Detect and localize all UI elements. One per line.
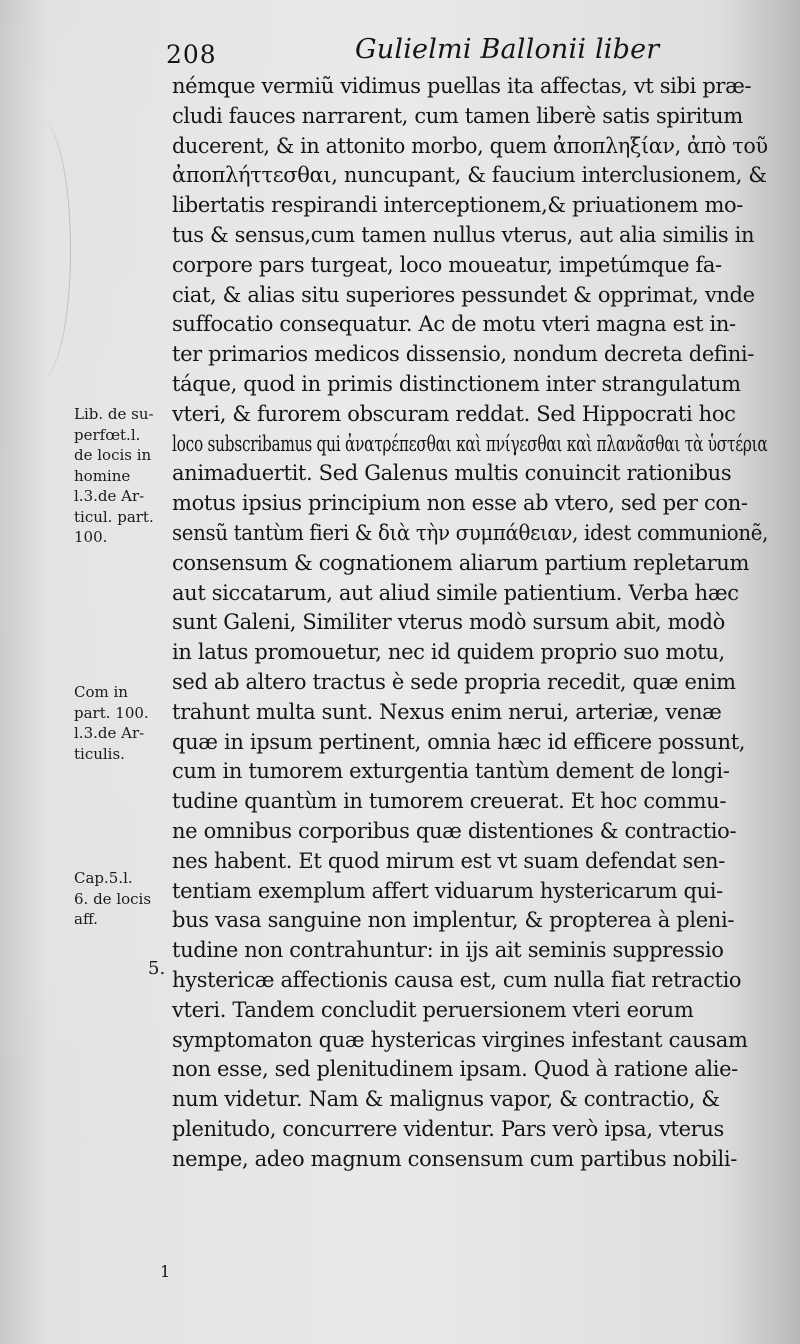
text-line: motus ipsius principium non esse ab vtero, sed per con- <box>172 491 748 516</box>
marginal-line: Lib. de su- <box>74 405 154 423</box>
text-line: ἀποπλήττεσθαι, nuncupant, & faucium interclusionem, & <box>172 163 767 188</box>
text-line: sed ab altero tractus è sede propria recedit, quæ enim <box>172 669 736 694</box>
marginal-note-1 <box>74 404 154 548</box>
text-line: vteri, & furorem obscuram reddat. Sed Hippocrati hoc <box>172 401 736 426</box>
marginal-line: ticul. part. <box>74 507 154 526</box>
marginal-line: Com in <box>74 683 128 701</box>
text-line: táque, quod in primis distinctionem inter strangulatum <box>172 371 741 396</box>
text-line: tus & sensus,cum tamen nullus vterus, aut alia similis in <box>172 222 755 247</box>
marginal-line: Cap.5.l. <box>74 869 133 887</box>
marginal-line: aff. <box>74 910 98 928</box>
text-line: suffocatio consequatur. Ac de motu vteri magna est in- <box>172 312 736 337</box>
text-line: consensum & cognationem aliarum partium repletarum <box>172 550 750 575</box>
text-line: loco subscribamus qui ἀνατρέπεσθαι καὶ πνίγεσθαι καὶ πλανᾶσθαι τὰ ὑστέρια <box>172 431 768 456</box>
marginal-line: 100. <box>74 528 108 546</box>
text-line: trahunt multa sunt. Nexus enim nerui, arteriæ, venæ <box>172 699 722 724</box>
text-line: sunt Galeni, Similiter vterus modò sursum abit, modò <box>172 610 725 635</box>
marginal-note-3 <box>74 868 151 930</box>
text-line: corpore pars turgeat, loco moueatur, impetúmque fa- <box>172 252 722 277</box>
text-line: ne omnibus corporibus quæ distentiones & contractio- <box>172 818 737 843</box>
text-line: in latus promouetur, nec id quidem proprio suo motu, <box>172 640 725 665</box>
text-line: cludi fauces narrarent, cum tamen liberè satis spiritum <box>172 103 743 128</box>
marginal-line: part. 100. <box>74 703 149 722</box>
marginal-line: ticulis. <box>74 744 125 763</box>
text-line: némque vermiũ vidimus puellas ita affectas, vt sibi præ- <box>172 74 752 98</box>
text-line: vteri. Tandem concludit peruersionem vteri eorum <box>172 997 694 1022</box>
text-line: ciat, & alias situ superiores pessundet & opprimat, vnde <box>172 282 755 307</box>
text-line: tentiam exemplum affert viduarum hystericarum qui- <box>172 878 723 903</box>
text-line: tudine non contrahuntur: in ijs ait seminis suppressio <box>172 938 724 963</box>
marginal-note-2 <box>74 682 149 764</box>
text-line: nes habent. Et quod mirum est vt suam defendat sen- <box>172 848 725 873</box>
text-line: bus vasa sanguine non implentur, & propterea à pleni- <box>172 908 735 933</box>
page-edge-shadow <box>10 120 71 380</box>
text-line: num videtur. Nam & malignus vapor, & contractio, & <box>172 1087 720 1112</box>
marginal-line: l.3.de Ar- <box>74 487 145 505</box>
text-line: cum in tumorem exturgentia tantùm dement de longi- <box>172 759 730 784</box>
marginal-line: perfœt.l. <box>74 425 141 444</box>
body-text <box>172 72 768 1174</box>
signature-mark: 1 <box>160 1262 171 1281</box>
text-line: non esse, sed plenitudinem ipsam. Quod à ratione alie- <box>172 1057 738 1082</box>
text-line: sensũ tantùm fieri & διὰ τὴν συμπάθειαν, idest communionẽ, <box>172 520 769 545</box>
marginal-line: l.3.de Ar- <box>74 724 145 742</box>
text-line: aut siccatarum, aut aliud simile patientium. Verba hæc <box>172 580 739 605</box>
text-line: plenitudo, concurrere videntur. Pars verò ipsa, vterus <box>172 1116 724 1141</box>
text-line: animaduertit. Sed Galenus multis conuincit rationibus <box>172 461 732 486</box>
marginal-line: homine <box>74 466 131 485</box>
running-head: Gulielmi Ballonii liber <box>355 34 660 65</box>
text-line: tudine quantùm in tumorem creuerat. Et hoc commu- <box>172 789 727 814</box>
section-marker: 5. <box>148 958 166 979</box>
text-line: hystericæ affectionis causa est, cum nulla fiat retractio <box>172 967 742 992</box>
marginal-line: de locis in <box>74 446 152 464</box>
marginal-line: 6. de locis <box>74 889 152 908</box>
text-line: symptomaton quæ hystericas virgines infestant causam <box>172 1027 748 1052</box>
text-line: ter primarios medicos dissensio, nondum decreta defini- <box>172 342 754 367</box>
text-line: libertatis respirandi interceptionem,& priuationem mo- <box>172 193 744 218</box>
text-line: quæ in ipsum pertinent, omnia hæc id efficere possunt, <box>172 729 746 754</box>
text-line: ducerent, & in attonito morbo, quem ἀποπληξίαν, ἀπὸ τοῦ <box>172 133 768 158</box>
text-line: nempe, adeo magnum consensum cum partibus nobili- <box>172 1146 738 1171</box>
page-number: 208 <box>166 40 217 69</box>
